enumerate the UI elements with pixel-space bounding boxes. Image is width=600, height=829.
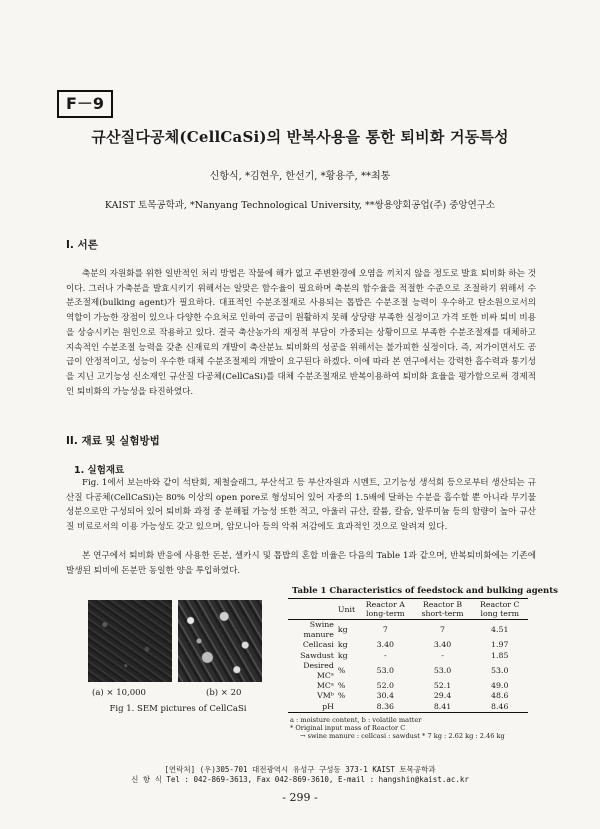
table-cell: Desired MCᵃ [303,660,334,681]
table-cell: 3.40 [376,640,395,650]
sem-image-low-magnification [178,600,262,682]
feedstock-table [288,598,528,713]
table-footnote: → swine manure : cellcasi : sawdust * 7 kg : 2.62 kg : 2.46 kg [300,732,505,741]
author-list: 신항식, *김현우, 한선기, *황용주, **최통 [209,171,391,182]
table-header-cell: Reactor B short-term [414,599,472,620]
section-heading-intro: I. 서론 [66,239,98,251]
table-cell: 53.0 [433,665,452,675]
table-cell: Swine manure [303,620,334,640]
table-footnote: * Original input mass of Reactor C [290,724,406,733]
table-cell: 52.1 [433,681,452,691]
table-header-cell [288,599,336,620]
table-header-row [288,599,528,620]
figure-caption: Fig 1. SEM pictures of CellCaSi [109,704,247,714]
table-cell: 3.40 [433,640,452,650]
table-header-cell: Reactor C long term [471,599,528,620]
table-title: Table 1 Characteristics of feedstock and bulking agents [292,586,558,596]
table-cell: - [384,650,387,660]
table-cell: 4.51 [491,625,509,635]
table-cell: 29.4 [433,691,452,701]
affiliation-line: KAIST 토목공학과, *Nanyang Technological University, **쌍용양회공업(주) 중앙연구소 [104,200,496,211]
table-row [288,691,528,701]
table-cell: 49.0 [491,681,509,691]
table-row [288,702,528,713]
intro-paragraph: 축분의 자원화를 위한 일반적인 처리 방법은 작물에 해가 없고 주변환경에 오염을 끼치지 않을 정도로 발효 퇴비화 하는 것이다. 그러나 가축분을 발효시키기 위해서는 알맞은 함수율이 필요하며 축분의 함수율을 적절한 수준으로 조절하기 위해서 수분조절제(bulking agent)가 필요하다. 대표적인 수분조절재로 사용되는 톱밥은 수분조절 능력이 우수하고 탄소원으로서의 역할이 가능한 장점이 있으나 다양한 수요처로 인하여 공급이 원활하지 못해 상당량 부족한 실정이고 가격 또한 비싸 퇴비 비용을 상승시키는 원인으로 작용하고 있다. 결국 축산농가의 재정적 부담이 가중되는 상황이므로 부족한 수분조절재를 대체하고 지속적인 수분조절 능력을 갖춘 신재료의 개발이 축산분뇨 퇴비화의 성공을 위해서는 불가피한 실정이다. 즉, 저가이면서도 공급이 안정적이고, 성능이 우수한 대체 수분조절제의 개발이 요구된다 하겠다. 이에 따라 본 연구에서는 강력한 흡수력과 통기성을 지닌 고기능성 신소재인 규산질 다공체(CellCaSi)를 대체 수분조절재로 반복이용하여 퇴비화 효율을 평가함으로써 경제적인 퇴비화의 가능성을 타진하였다. [66,269,536,397]
table-footnotes [290,716,505,741]
section-heading-methods: II. 재료 및 실험방법 [66,435,160,447]
session-code-box: F－9 [57,90,113,118]
contact-phone-email: 신 항 식 Tel : 042-869-3613, Fax 042-869-3610, E-mail : hangshin@kaist.ac.kr [131,775,469,784]
table-cell: % [337,691,346,701]
sem-image-high-magnification [88,600,172,682]
table-row [288,651,528,661]
table-cell: 7 [382,625,388,635]
table-header-cell: Unit [336,599,357,620]
table-cell: kg [337,650,348,660]
table-cell: MCᵃ [316,681,334,691]
table-cell: 7 [440,625,445,635]
subsection-heading-materials: 1. 실험재료 [74,465,125,476]
table-cell: 8.36 [357,702,413,713]
table-row [288,661,528,681]
contact-block [0,765,600,785]
table-cell: kg [337,625,348,635]
table-cell: 53.0 [491,665,509,675]
table-cell: 8.46 [471,702,528,713]
contact-address: [연락처] (우)305-701 대전광역시 유성구 구성동 373-1 KAIST 토목공학과 [164,765,436,774]
table-cell: Cellcasi [302,640,334,650]
sem-label-a: (a) × 10,000 [92,688,146,698]
mixing-paragraph: 본 연구에서 퇴비화 반응에 사용한 돈분, 셀카시 및 톱밥의 혼합 비율은 다음의 Table 1과 같으며, 반복퇴비화에는 기존에 발생된 퇴비에 돈분만 동일한 양을 투입하였다. [66,551,536,576]
table-footnote: a : moisture content, b : volatile matter [290,716,422,724]
table-cell: 1.85 [491,650,509,660]
table-cell: Sawdust [300,650,334,660]
table-cell: 48.6 [491,691,509,701]
table-cell: VMᵇ [317,691,334,701]
sem-label-b: (b) × 20 [206,688,242,698]
table-cell: 52.0 [376,681,395,691]
table-cell: % [337,681,346,691]
table-cell: - [441,650,444,660]
materials-paragraph: Fig. 1에서 보는바와 같이 석탄회, 제철슬래그, 부산석고 등 부산자원과 시멘트, 고기능성 생석회 등으로부터 생산되는 규산질 다공체(CellCaSi)는 80% 이상의 open pore로 형성되어 있어 자중의 1.5배에 달하는 수분을 흡수할 뿐 아니라 무기물 성분으로만 구성되어 있어 퇴비화 과정 중 분해될 가능성 또한 적고, 아울러 규산, 칼륨, 칼슘, 알루미늄 등의 함량이 높아 규산질 비료로서의 이용 가능성도 갖고 있으며, 암모니아 등의 악취 저감에도 효과적인 것으로 알려져 있다. [66,478,536,533]
table-cell: pH [288,702,336,713]
table-cell [336,702,357,713]
sem-figure [88,600,268,718]
paper-title: 규산질다공체(CellCaSi)의 반복사용을 통한 퇴비화 거동특성 [91,128,509,146]
page-number: - 299 - [282,791,318,804]
table-cell: kg [337,640,348,650]
table-row [288,620,528,641]
table-row [288,681,528,691]
table-cell: % [337,665,346,675]
table-cell: 1.97 [491,640,509,650]
table-row [288,640,528,650]
table-cell: 30.4 [376,691,395,701]
table-cell: 8.41 [414,702,472,713]
table-header-cell: Reactor A long-term [357,599,413,620]
table-cell: 53.0 [376,665,395,675]
